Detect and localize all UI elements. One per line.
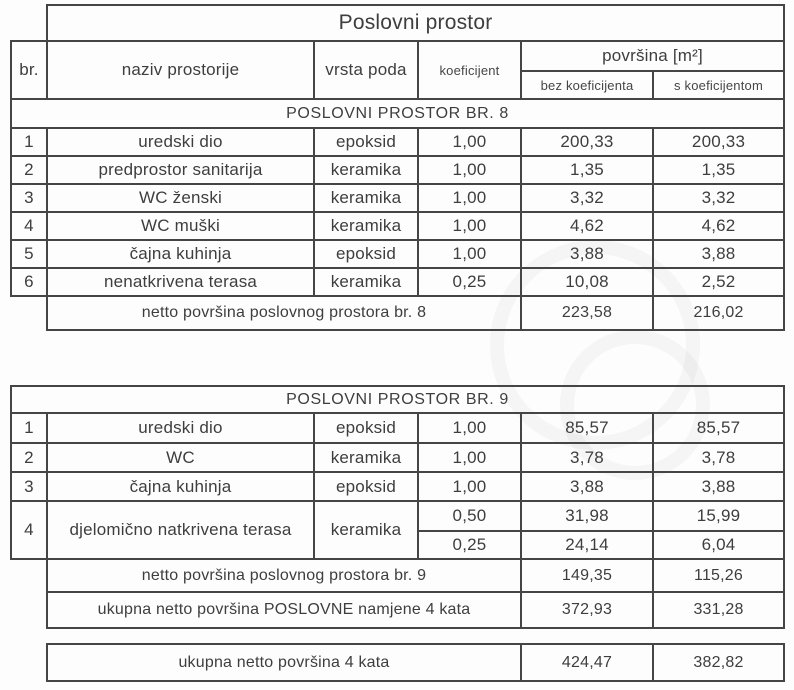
summary-row-9 [11,559,784,592]
cell-br: 3 [11,184,47,212]
col-header-br: br. [11,41,47,99]
cell-s: 4,62 [653,212,784,240]
cell-vrsta: epoksid [314,128,418,156]
cell-koef: 1,00 [418,472,521,501]
cell-naziv: WC ženski [47,184,314,212]
summary-label: ukupna netto površina POSLOVNE namjene 4 kata [47,592,521,628]
cell-bez: 3,88 [521,240,653,268]
cell-naziv: čajna kuhinja [47,240,314,268]
cell-bez: 4,62 [521,212,653,240]
col-header-vrsta: vrsta poda [314,41,418,99]
table-row-merged [11,501,784,531]
cell-naziv: djelomično natkrivena terasa [47,501,314,559]
summary-label: netto površina poslovnog prostora br. 8 [47,296,521,330]
grand-total-bez: 424,47 [521,644,653,681]
cell-vrsta: keramika [314,501,418,559]
cell-s: 2,52 [653,268,784,296]
cell-bez: 31,98 [521,501,653,531]
cell-vrsta: keramika [314,212,418,240]
business-space-table-8 [10,4,785,331]
cell-bez: 24,14 [521,531,653,559]
cell-bez: 3,88 [521,472,653,501]
cell-koef: 1,00 [418,240,521,268]
cell-vrsta: epoksid [314,472,418,501]
summary-row-spacer [11,559,47,592]
summary-bez: 223,58 [521,296,653,330]
col-header-povrsina: površina [m²] [521,41,784,71]
table-row [11,240,784,268]
cell-koef: 1,00 [418,184,521,212]
business-space-table-9 [10,385,785,629]
cell-koef: 1,00 [418,212,521,240]
cell-br: 4 [11,212,47,240]
section-header-label: POSLOVNI PROSTOR BR. 9 [11,386,784,413]
cell-koef: 1,00 [418,413,521,443]
cell-bez: 1,35 [521,156,653,184]
cell-br: 3 [11,472,47,501]
summary-label: netto površina poslovnog prostora br. 9 [47,559,521,592]
section-header-label: POSLOVNI PROSTOR BR. 8 [11,99,784,128]
section-header-8 [11,99,784,128]
col-header-s-koeficijentom: s koeficijentom [653,71,784,99]
cell-koef: 0,50 [418,501,521,531]
summary-s: 216,02 [653,296,784,330]
summary-s: 115,26 [653,559,784,592]
cell-naziv: predprostor sanitarija [47,156,314,184]
cell-br: 2 [11,443,47,472]
cell-s: 3,88 [653,472,784,501]
cell-s: 200,33 [653,128,784,156]
title-row [11,5,784,41]
table-row [11,413,784,443]
cell-koef: 1,00 [418,128,521,156]
section-header-9 [11,386,784,413]
cell-s: 15,99 [653,501,784,531]
col-header-bez-koeficijenta: bez koeficijenta [521,71,653,99]
cell-s: 1,35 [653,156,784,184]
cell-naziv: nenatkrivena terasa [47,268,314,296]
table-row [11,128,784,156]
cell-koef: 1,00 [418,443,521,472]
cell-br: 5 [11,240,47,268]
table-row [11,443,784,472]
cell-s: 3,78 [653,443,784,472]
grand-total-row [47,644,784,681]
cell-br: 4 [11,501,47,559]
summary-s: 331,28 [653,592,784,628]
summary-bez: 149,35 [521,559,653,592]
cell-naziv: čajna kuhinja [47,472,314,501]
table-row [11,268,784,296]
summary-row-spacer [11,592,47,628]
header-row-1 [11,41,784,71]
summary-bez: 372,93 [521,592,653,628]
cell-naziv: WC [47,443,314,472]
cell-br: 2 [11,156,47,184]
cell-vrsta: keramika [314,184,418,212]
cell-bez: 85,57 [521,413,653,443]
cell-vrsta: epoksid [314,240,418,268]
cell-vrsta: keramika [314,443,418,472]
cell-vrsta: epoksid [314,413,418,443]
cell-koef: 0,25 [418,531,521,559]
cell-br: 1 [11,128,47,156]
cell-br: 6 [11,268,47,296]
summary-row-spacer [11,296,47,330]
cell-vrsta: keramika [314,268,418,296]
title-row-spacer [11,5,47,41]
cell-bez: 10,08 [521,268,653,296]
table-row [11,184,784,212]
grand-total-label: ukupna netto površina 4 kata [47,644,521,681]
table-row [11,212,784,240]
cell-bez: 3,32 [521,184,653,212]
cell-s: 6,04 [653,531,784,559]
cell-s: 3,88 [653,240,784,268]
cell-br: 1 [11,413,47,443]
grand-total-s: 382,82 [653,644,784,681]
cell-naziv: uredski dio [47,413,314,443]
table-row [11,156,784,184]
grand-total-table [46,643,785,682]
col-header-koeficijent: koeficijent [418,41,521,99]
summary-row-total-namjena [11,592,784,628]
cell-naziv: uredski dio [47,128,314,156]
cell-naziv: WC muški [47,212,314,240]
table-row [11,472,784,501]
cell-koef: 0,25 [418,268,521,296]
cell-bez: 200,33 [521,128,653,156]
cell-koef: 1,00 [418,156,521,184]
cell-s: 85,57 [653,413,784,443]
summary-row-8 [11,296,784,330]
cell-vrsta: keramika [314,156,418,184]
page-title: Poslovni prostor [47,5,784,41]
cell-bez: 3,78 [521,443,653,472]
col-header-naziv: naziv prostorije [47,41,314,99]
cell-s: 3,32 [653,184,784,212]
